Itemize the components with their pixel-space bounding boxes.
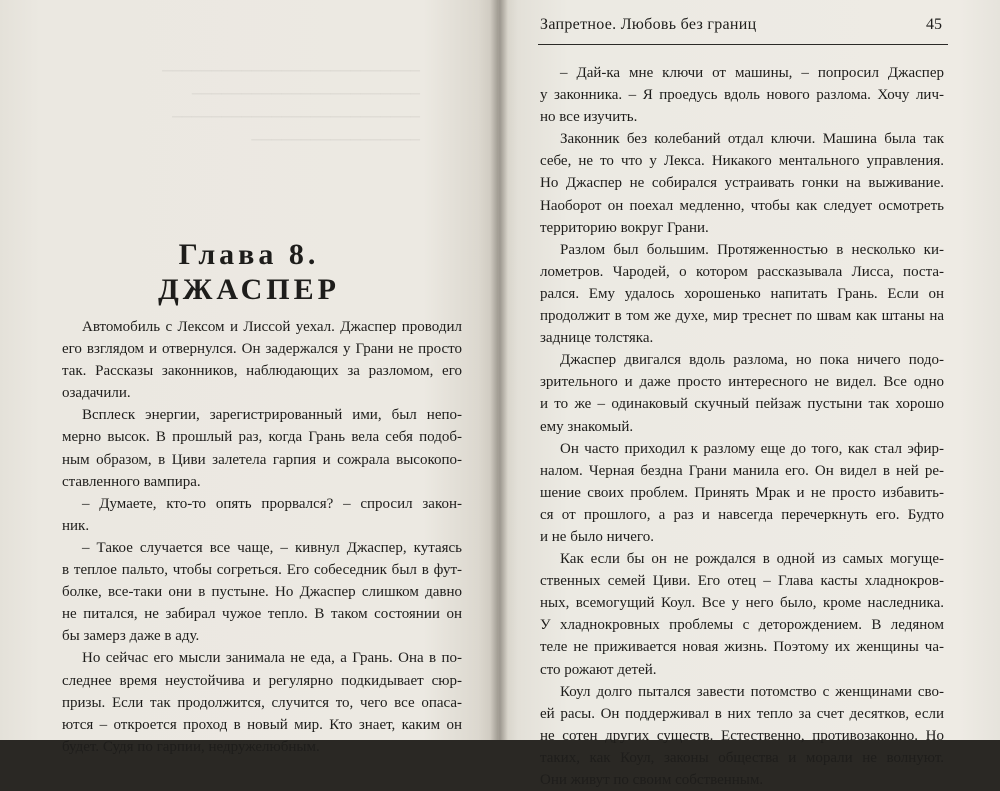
chapter-heading <box>0 238 498 308</box>
text-line: Разлом был большим. Протяженностью в несколько ки- <box>560 241 944 258</box>
text-line: не питался, не забирал чужое тепло. В таком состоянии он <box>62 606 462 623</box>
text-line: озадачили. <box>62 385 131 402</box>
text-line: Они живут по своим собственным. <box>540 772 764 788</box>
paragraph <box>540 349 944 437</box>
text-line: следнее время неустойчива и регулярно подкидывает сюр- <box>62 672 462 689</box>
text-line: Но Джаспер не собирался устраивать гонки на выживание. <box>540 175 944 192</box>
paragraph <box>62 493 462 537</box>
text-line: налом. Черная бездна Грани манила его. Он видел в ней ре- <box>540 462 944 479</box>
paragraph <box>62 647 462 757</box>
paragraph <box>540 239 944 349</box>
text-line: но все изучить. <box>540 109 638 126</box>
text-line: и то же – одинаковый скучный пейзаж пустыни так хорошо <box>540 396 944 413</box>
text-line: болке, все-таки они в пустыне. Но Джаспер слишком давно <box>62 584 462 601</box>
running-head: Запретное. Любовь без границ <box>540 16 757 33</box>
text-line: у законника. – Я проедусь вдоль нового разлома. Хочу лич- <box>540 87 944 104</box>
text-line: сто рожают детей. <box>540 661 657 678</box>
text-line: ются – откроется проход в новый мир. Кто знает, каким он <box>62 716 462 733</box>
text-line: Он часто приходил к разлому еще до того, как стал эфир- <box>560 440 944 457</box>
paragraph <box>62 537 462 647</box>
left-body-text <box>62 316 462 758</box>
text-line: Как если бы он не рождался в одной из самых могуще- <box>560 551 944 568</box>
text-line: так. Рассказы законников, наблюдающих за разломом, его <box>62 363 462 380</box>
text-line: Джаспер двигался вдоль разлома, но пока ничего подо- <box>560 352 944 369</box>
paragraph <box>62 404 462 492</box>
text-line: – Думаете, кто-то опять прорвался? – спросил закон- <box>82 495 462 512</box>
text-line: призы. Если так продолжится, случится то, чего все опаса- <box>62 694 462 711</box>
text-line: Но сейчас его мысли занимала не еда, а Грань. Она в по- <box>82 650 462 667</box>
text-line: территорию вокруг Грани. <box>540 219 709 236</box>
text-line: ным образом, в Циви залетела гарпия и сожрала высокопо- <box>62 451 462 468</box>
text-line: ей расы. Он поддерживал в них тепло за счет десятков, если <box>540 705 944 722</box>
text-line: мерно высок. В прошлый раз, когда Грань вела себя подоб- <box>62 429 462 446</box>
text-line: Коул долго пытался завести потомство с женщинами сво- <box>560 683 944 700</box>
text-line: рался. Ему удалось хорошенько напитать Грань. Если он <box>540 285 944 302</box>
text-line: Законник без колебаний отдал ключи. Машина была так <box>560 131 944 148</box>
left-page <box>0 0 498 755</box>
text-line: бы замерз даже в аду. <box>62 628 200 645</box>
text-line: Всплеск энергии, зарегистрированный ими, был непо- <box>82 407 462 424</box>
text-line: ственных семей Циви. Его отец – Глава касты хладнокров- <box>540 573 944 590</box>
text-line: не сотен других существ. Естественно, противозаконно. Но <box>540 727 944 744</box>
text-line: ему знакомый. <box>540 418 634 435</box>
text-line: лометров. Чародей, о котором рассказывала Лисса, поста- <box>540 263 944 280</box>
paragraph <box>540 548 944 681</box>
right-body-text <box>540 62 944 791</box>
right-page <box>498 0 1000 788</box>
header-rule <box>538 44 948 45</box>
chapter-title: ДЖАСПЕР <box>158 273 340 306</box>
page-number: 45 <box>926 16 942 33</box>
text-line: шение своих проблем. Принять Мрак и не просто избавить- <box>540 484 944 501</box>
text-line: – Дай-ка мне ключи от машины, – попросил Джаспер <box>560 65 944 81</box>
chapter-number: Глава 8. <box>178 238 320 271</box>
text-line: У хладнокровных проблемы с деторождением. В ледяном <box>540 617 944 634</box>
paragraph <box>540 62 944 128</box>
text-line: себе, не то что у Лекса. Никакого ментального управления. <box>540 153 944 170</box>
paragraph <box>62 316 462 404</box>
text-line: будет. Судя по гарпии, недружелюбным. <box>62 738 320 755</box>
text-line: ник. <box>62 517 90 534</box>
text-line: и не было ничего. <box>540 528 654 545</box>
text-line: в теплое пальто, чтобы согреться. Его собеседник был в фут- <box>62 562 462 579</box>
text-line: зрительного и даже просто интересного не видел. Все одно <box>540 374 944 391</box>
paragraph <box>540 128 944 238</box>
text-line: таких, как Коул, законы общества и морали не волнуют. <box>540 749 944 766</box>
text-line: Наоборот он поехал медленно, чтобы как следует осмотреть <box>540 197 944 214</box>
text-line: – Такое случается все чаще, – кивнул Джаспер, кутаясь <box>82 539 462 556</box>
paragraph <box>540 438 944 548</box>
text-line: теле не приживается новая жизнь. Поэтому их женщины ча- <box>540 639 944 656</box>
paragraph <box>540 681 944 791</box>
text-line: ных, всемогущий Коул. Все у него было, кроме наследника. <box>540 595 944 612</box>
text-line: его взглядом и отвернулся. Он задержался у Грани не просто <box>62 341 462 358</box>
text-line: продолжит в том же духе, мир треснет по швам как штаны на <box>540 308 944 325</box>
text-line: заднице толстяка. <box>540 330 654 347</box>
bleed-through-text: ────────────────────────── ─────────────────────── ───────────────────────── ───────────────── <box>162 64 420 148</box>
text-line: ставленного вампира. <box>62 473 201 490</box>
text-line: Автомобиль с Лексом и Лиссой уехал. Джаспер проводил <box>82 319 462 335</box>
text-line: ся от прошлого, а раз и навсегда перечеркнуть его. Будто <box>540 506 944 523</box>
